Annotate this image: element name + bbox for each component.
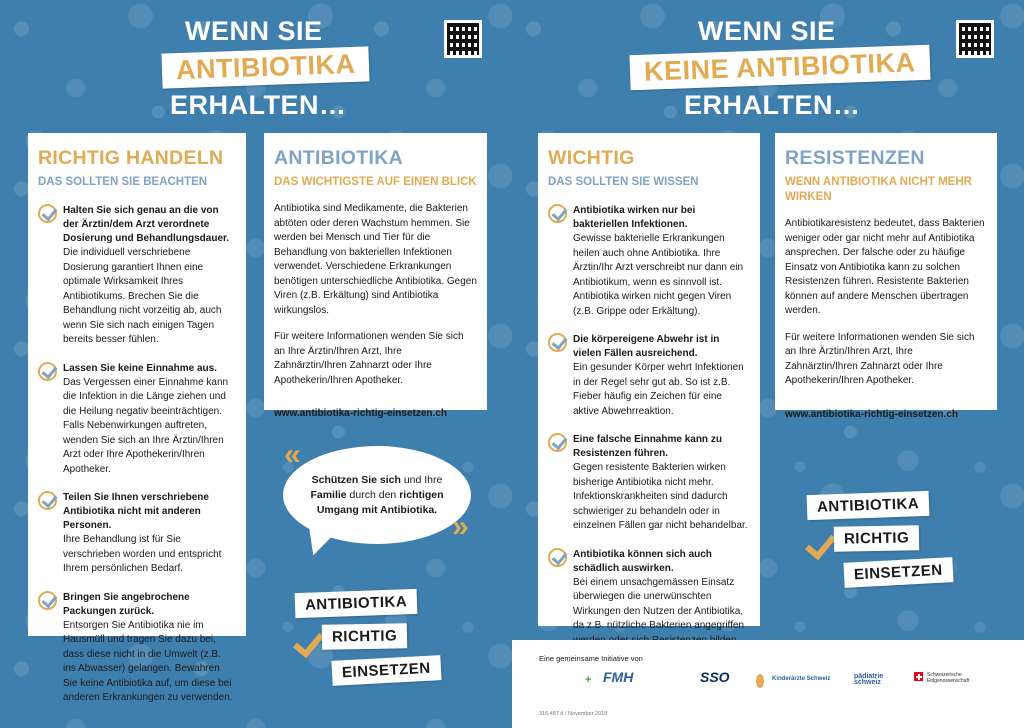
check-icon [548, 333, 567, 352]
title-line-1: WENN SIE [698, 16, 836, 46]
item-bold: Teilen Sie Ihnen verschriebene Antibiotika nicht mit anderen Personen. [63, 492, 209, 531]
stamp-line-2: RICHTIG [322, 623, 408, 649]
paragraph: Für weitere Informationen wenden Sie sich an Ihre Ärztin/Ihren Arzt, Ihre Zahnärztin/Ihren Zahnarzt oder Ihre Apothekerin/Ihren Apotheker. [785, 331, 975, 386]
card-wichtig [538, 133, 760, 631]
qr-code-icon[interactable] [956, 20, 994, 58]
item-text: Gewisse bakterielle Erkrankungen heilen auch ohne Antibiotika. Ihre Ärztin/Ihr Arzt verschreibt nur dann ein Antibiotikum, wenn es sinnvoll ist. Antibiotika wirken nicht gegen Viren (z.B. Grippe oder Erkältung). [573, 233, 744, 317]
check-icon [38, 362, 57, 381]
title-badge: ANTIBIOTIKA [161, 46, 370, 88]
card-antibiotika [264, 133, 487, 419]
fmh-logo: FMH [603, 669, 634, 685]
footer-partners [512, 640, 1024, 728]
card-richtig-handeln [28, 133, 246, 703]
footer-code: 316.487.d / November 2018 [539, 711, 608, 717]
title-line-1: WENN SIE [185, 16, 323, 46]
item-text: Bei einem unsachgemässen Einsatz überwiegen die unerwünschten Wirkungen den Nutzen der Antibiotika, da z.B. nützliche Bakterien angegriffen [573, 576, 745, 631]
qr-code-icon[interactable] [444, 20, 482, 58]
list-item [38, 362, 236, 478]
title-badge: KEINE ANTIBIOTIKA [629, 45, 930, 90]
item-bold: Antibiotika wirken nur bei bakteriellen Infektionen. [573, 205, 696, 230]
sso-logo: SSO [700, 669, 730, 685]
item-text: Entsorgen Sie Antibiotika nie im Hausmüll und tragen Sie dazu bei, dass diese nicht in die Umwelt (z.B. ins Abwasser) gelangen. Bewahren Sie keine Antibiotika auf, um diese bei anderen Erkrankungen zu verwenden. [63, 619, 233, 703]
list-item [38, 491, 236, 577]
item-bold: Bringen Sie angebrochene Packungen zurück. [63, 591, 190, 617]
card-subheading: WENN ANTIBIOTIKA NICHT MEHR WIRKEN [785, 176, 972, 203]
item-text: Das Vergessen einer Einnahme kann die Infektion in die Länge ziehen und die Heilung negativ beeinträchtigen. Falls Nebenwirkungen auftreten, wenden Sie sich an Ihre Ärztin/Ihren Arzt oder Ihre Apothekerin/Ihren Apotheker. [63, 376, 229, 475]
title-line-3: ERHALTEN… [170, 90, 347, 120]
quote-open-icon: « [284, 438, 301, 471]
panel-right [512, 0, 1024, 728]
item-text: Ein gesunder Körper wehrt Infektionen in der Regel sehr gut ab. So ist z.B. Fieber häufig ein Zeichen für eine aktive Abwehrreaktion. [573, 362, 744, 417]
item-bold: Antibiotika können sich auch schädlich auswirken. [573, 548, 712, 574]
check-icon [290, 630, 324, 658]
stamp-line-2: RICHTIG [834, 525, 920, 551]
card-subheading: DAS SOLLTEN SIE BEACHTEN [38, 176, 208, 188]
card-heading: RICHTIG HANDELN [38, 147, 224, 169]
swiss-cross-icon [914, 672, 923, 681]
check-icon [802, 532, 836, 560]
list-item [38, 591, 236, 706]
list-item [548, 204, 750, 319]
website-link[interactable]: www.antibiotika-richtig-einsetzen.ch [274, 408, 447, 419]
item-bold: Eine falsche Einnahme kann zu Resistenzen führen. [573, 434, 722, 459]
title-line-3: ERHALTEN… [684, 90, 861, 120]
card-heading: RESISTENZEN [785, 147, 925, 169]
card-heading: ANTIBIOTIKA [274, 147, 403, 169]
item-bold: Lassen Sie keine Einnahme aus. [63, 362, 217, 374]
item-text: Gegen resistente Bakterien wirken bisherige Antibiotika nicht mehr. Infektionskrankheiten sind dadurch schwieriger zu behandeln oder in einzelnen Fällen gar nicht behandelbar. [573, 462, 748, 531]
stamp-line-1: ANTIBIOTIKA [807, 491, 930, 520]
list-item [548, 548, 750, 649]
bag-logo: Schweizerische Eidgenossenschaft [927, 672, 970, 684]
kinderaerzte-logo: Kinderärzte Schweiz [772, 676, 831, 682]
list-item [548, 333, 750, 419]
quote-close-icon: » [452, 510, 469, 543]
stamp-line-3: EINSETZEN [331, 655, 441, 686]
card-subheading: DAS SOLLTEN SIE WISSEN [548, 176, 699, 188]
item-bold: Die körpereigene Abwehr ist in vielen Fällen ausreichend. [573, 334, 720, 359]
check-icon [38, 491, 57, 510]
item-text: Die individuell verschriebene Dosierung garantiert Ihnen eine optimale Wirksamkeit Ihres Antibiotikums. Brechen Sie die Behandlung nicht vorzeitig ab, auch wenn Sie sich nach einigen Tagen bereits besser fühlen. [63, 247, 222, 345]
card-heading: WICHTIG [548, 147, 635, 169]
item-text: Ihre Behandlung ist für Sie verschrieben worden und entspricht Ihrem persönlichen Bedarf. [63, 534, 222, 574]
plus-icon: + [585, 674, 592, 686]
stamp-line-3: EINSETZEN [843, 557, 953, 588]
bubble-text: Schützen Sie sich und Ihre Familie durch den richtigen Umgang mit Antibiotika. [310, 473, 444, 516]
item-bold: Halten Sie sich genau an die von der Ärztin/dem Arzt verordnete Dosierung und Behandlungsdauer. [63, 205, 230, 244]
stamp-line-1: ANTIBIOTIKA [295, 589, 418, 618]
kinderaerzte-icon [756, 674, 764, 688]
card-resistenzen [775, 133, 997, 420]
footer-title: Eine gemeinsame Initiative von [539, 654, 643, 663]
check-icon [38, 591, 57, 610]
card-subheading: DAS WICHTIGSTE AUF EINEN BLICK [274, 176, 477, 188]
check-icon [548, 548, 567, 567]
check-icon [548, 204, 567, 223]
check-icon [38, 204, 57, 223]
paragraph: Antibiotika sind Medikamente, die Bakterien abtöten oder deren Wachstum hemmen. Sie werden bei Mensch und Tier für die Behandlung von bakteriellen Infektionen verwendet. Verschiedene Erkrankungen benötigen unterschiedliche Antibiotika. Gegen Viren (z.B. Erkältung) sind Antibiotika wirkungslos. [274, 203, 477, 316]
list-item [548, 433, 750, 534]
paediatrie-logo: pädiatrie schweiz [854, 673, 884, 686]
check-icon [548, 433, 567, 452]
paragraph: Für weitere Informationen wenden Sie sich an Ihre Ärztin/Ihren Arzt, Ihre Zahnärztin/Ihren Zahnarzt oder Ihre Apothekerin/Ihren Apotheker. [274, 331, 464, 386]
paragraph: Antibiotikaresistenz bedeutet, dass Bakterien weniger oder gar nicht mehr auf Antibiotika ansprechen. Der falsche oder zu häufige Einsatz von Antibiotika kann zu solchen Resistenzen führen. Resistente Bakterien können auf andere Menschen übertragen werden. [785, 218, 985, 316]
website-link[interactable]: www.antibiotika-richtig-einsetzen.ch [785, 408, 958, 420]
list-item [38, 204, 236, 348]
